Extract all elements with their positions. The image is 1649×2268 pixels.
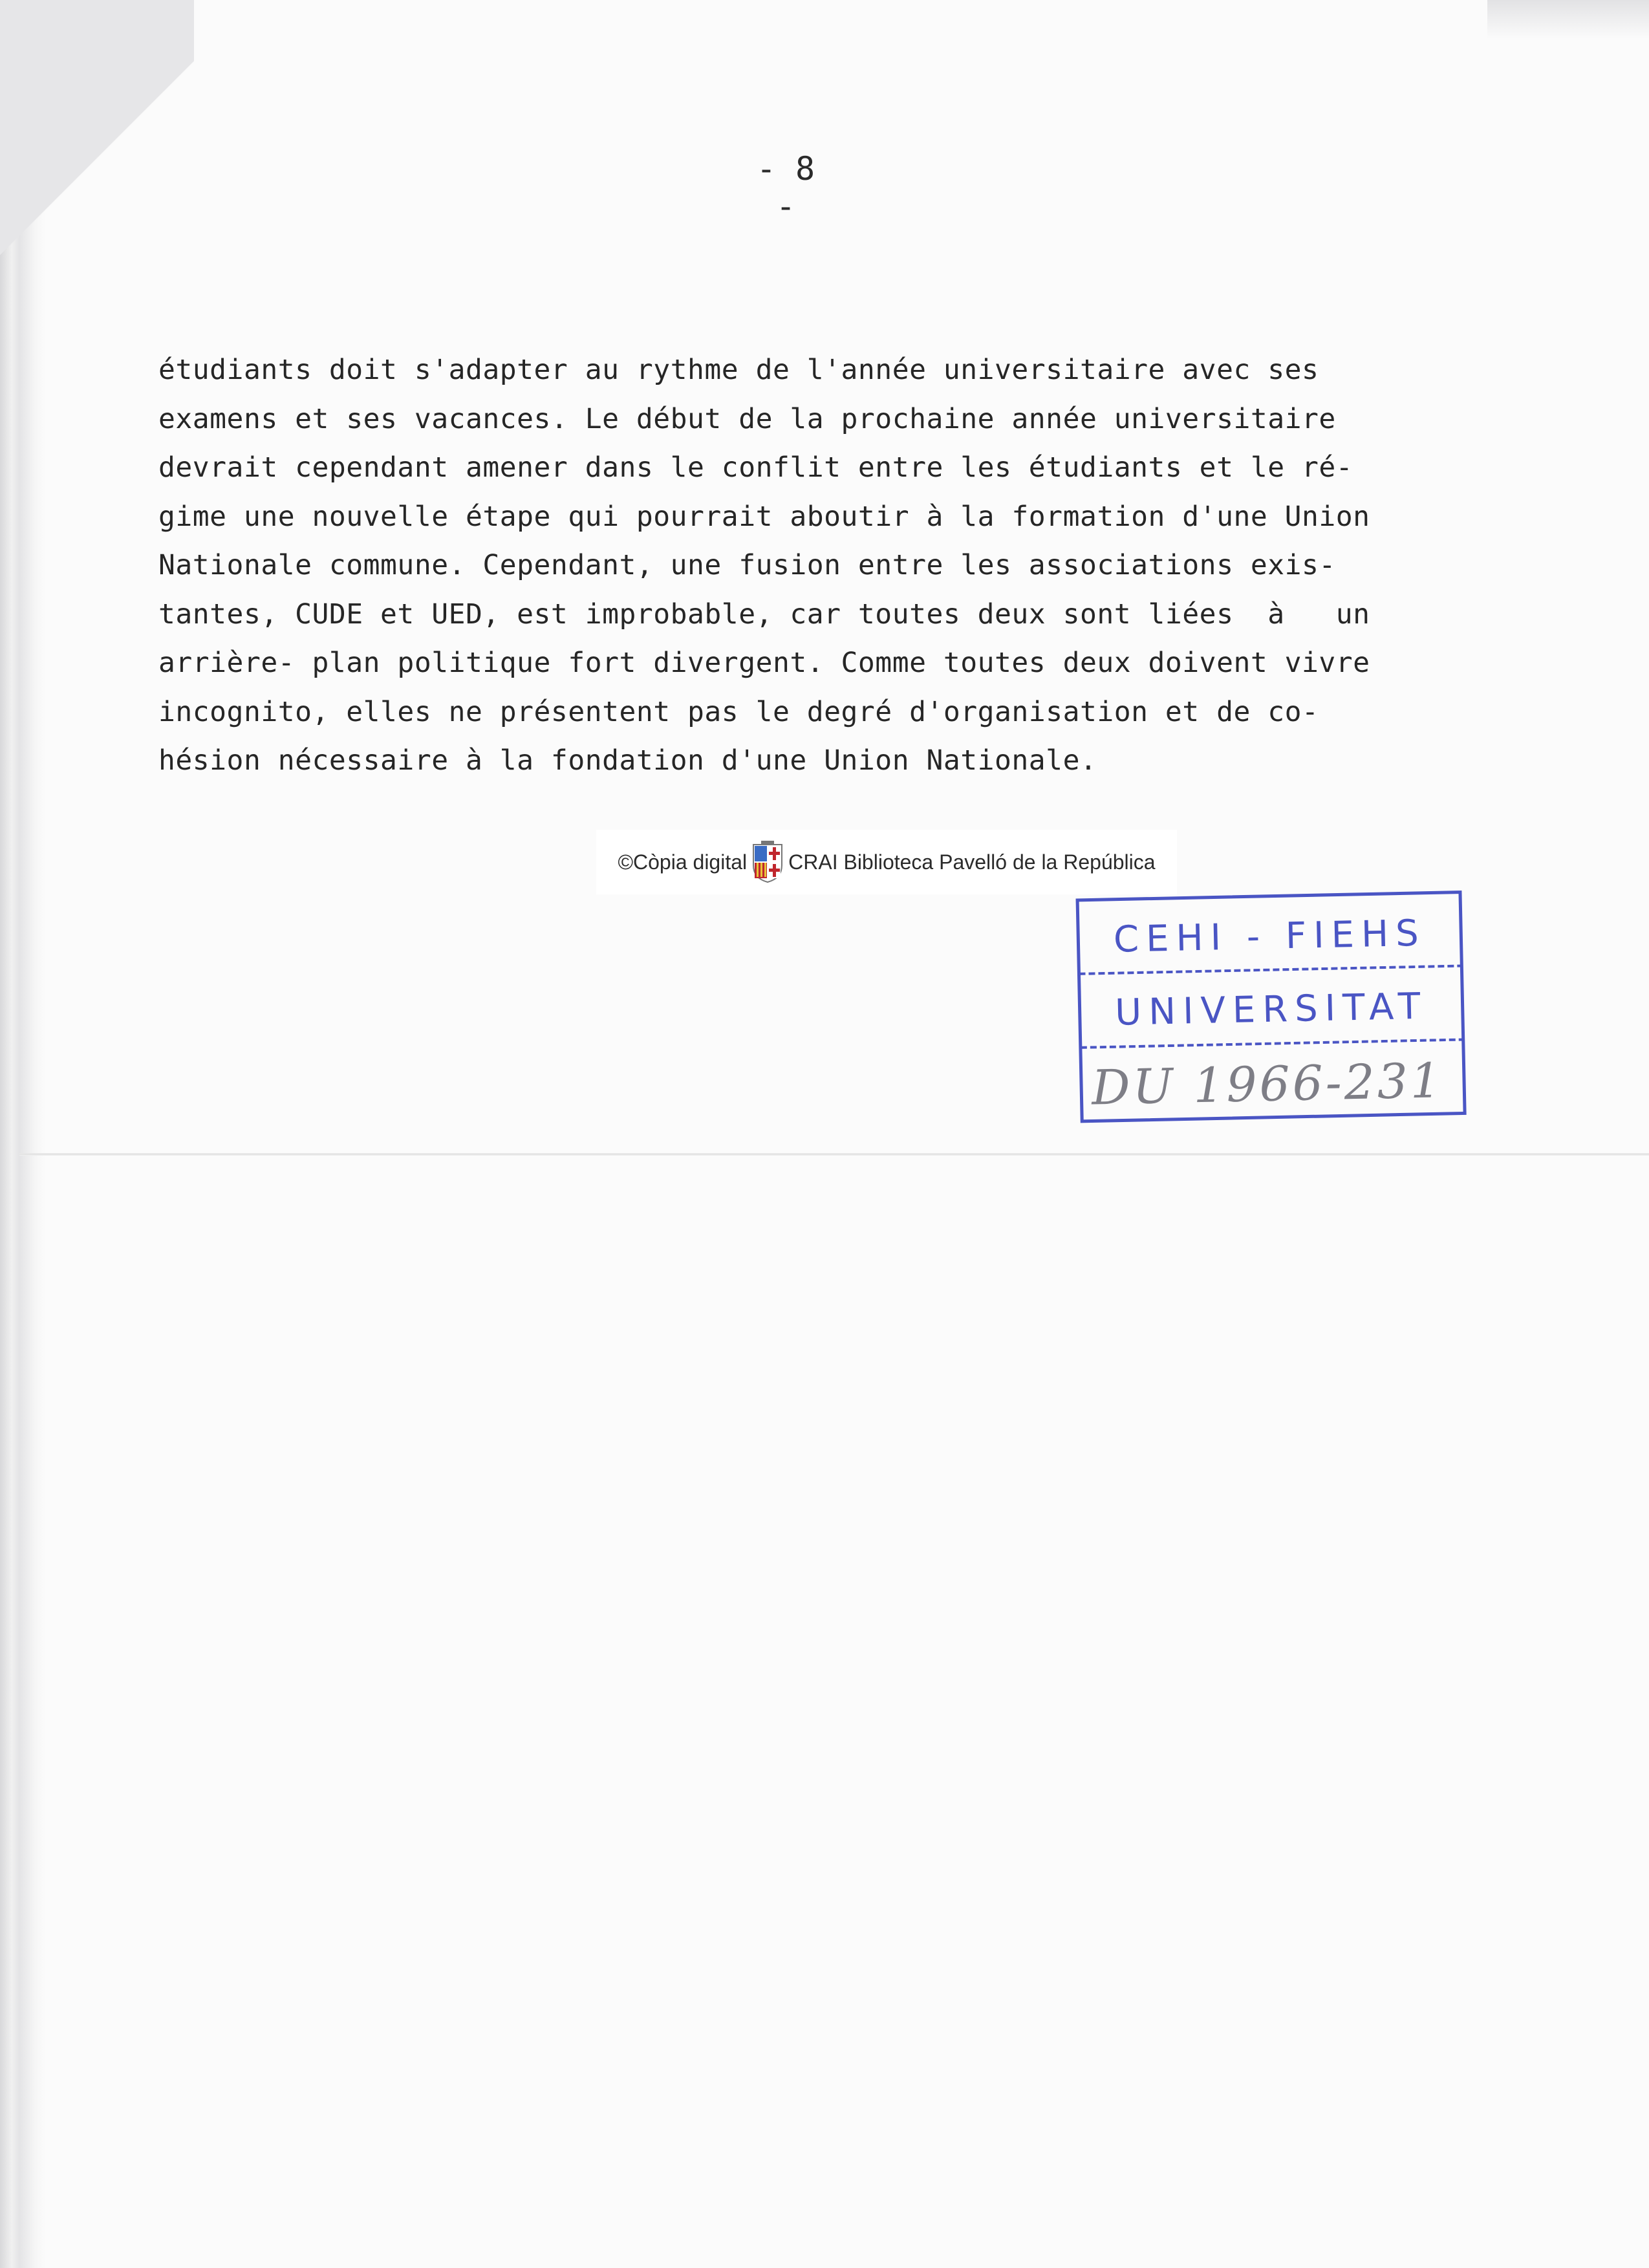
underlying-page-edge [1487,0,1649,39]
watermark-copyright-text: ©Còpia digital [618,850,748,874]
folded-corner [0,0,194,336]
text-line: étudiants doit s'adapter au rythme de l'année universitaire avec ses [158,354,1319,386]
text-line: gime une nouvelle étape qui pourrait aboutir à la formation d'une Union [158,500,1370,533]
watermark-library-text: CRAI Biblioteca Pavelló de la República [788,850,1156,874]
text-line: hésion nécessaire à la fondation d'une Union Nationale. [158,744,1097,777]
stamp-handwritten-call-number: DU 1966-231 [1091,1053,1444,1116]
page-stack-edge [0,0,45,2268]
body-paragraph [158,346,1542,786]
stamp-institution: CEHI - FIEHS [1113,912,1427,961]
text-line: examens et ses vacances. Le début de la prochaine année universitaire [158,402,1336,435]
text-line: tantes, CUDE et UED, est improbable, car toutes deux sont liées à un [158,598,1370,631]
text-line: arrière- plan politique fort divergent. Comme toutes deux doivent vivre [158,647,1370,679]
text-line: devrait cependant amener dans le conflit entre les étudiants et le ré- [158,451,1353,484]
archive-stamp [1075,889,1467,1123]
crai-crest-icon [752,841,783,883]
text-line: incognito, elles ne présentent pas le degré d'organisation et de co- [158,695,1319,728]
text-line: Nationale commune. Cependant, une fusion entre les associations exis- [158,549,1336,581]
page-number: - 8 - [756,150,815,225]
digital-copy-watermark [596,830,1177,894]
fold-line [19,1153,1649,1156]
stamp-universitat: UNIVERSITAT [1114,985,1428,1034]
